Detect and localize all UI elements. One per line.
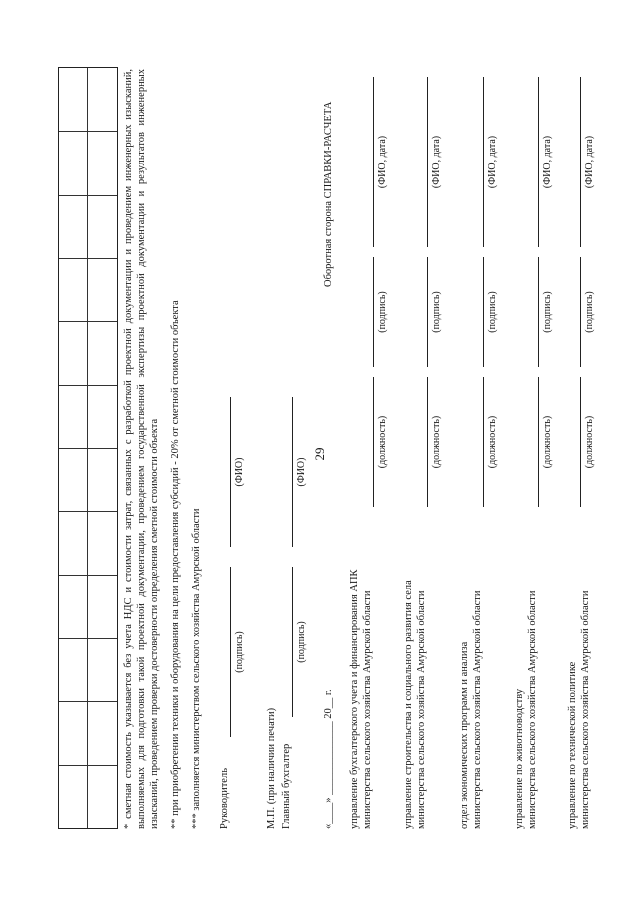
head-fio-line: [230, 397, 231, 547]
table-cell: [59, 195, 88, 258]
table-cell: [59, 575, 88, 638]
approval-dept-line2: министерства сельского хозяйства Амурской области: [362, 590, 373, 829]
accountant-fio-line: [292, 397, 293, 547]
table-cell: [59, 321, 88, 384]
position-line: [373, 377, 374, 507]
head-sign-caption: (подпись): [234, 631, 245, 673]
approval-dept-line2: министерства сельского хозяйства Амурской области: [527, 590, 538, 829]
table-cell: [88, 385, 117, 448]
head-sign-line: [230, 567, 231, 737]
position-line: [483, 377, 484, 507]
stamp-label: М.П. (при наличии печати): [266, 707, 277, 829]
table-cell: [59, 511, 88, 574]
approval-dept-line1: управление бухгалтерского учета и финансирования АПК: [349, 569, 360, 829]
table-cell: [59, 258, 88, 321]
sign-line: [427, 257, 428, 367]
table-cell: [59, 701, 88, 764]
sign-caption: (подпись): [431, 291, 442, 333]
table-cell: [88, 68, 117, 131]
position-caption: (должность): [487, 415, 498, 469]
accountant-label: Главный бухгалтер: [281, 743, 292, 829]
position-caption: (должность): [377, 415, 388, 469]
table-cell: [88, 321, 117, 384]
sign-caption: (подпись): [487, 291, 498, 333]
head-fio-caption: (ФИО): [234, 457, 245, 487]
table-cell: [88, 638, 117, 701]
fio-date-caption: (ФИО, дата): [584, 135, 595, 189]
sign-line: [580, 257, 581, 367]
accountant-sign-line: [292, 567, 293, 717]
table-cell: [59, 638, 88, 701]
fio-date-caption: (ФИО, дата): [377, 135, 388, 189]
fio-date-line: [373, 77, 374, 247]
table-cell: [88, 258, 117, 321]
position-line: [427, 377, 428, 507]
accountant-fio-caption: (ФИО): [296, 457, 307, 487]
sign-caption: (подпись): [542, 291, 553, 333]
data-table-fragment: [58, 67, 118, 829]
date-line: «____» ______________ 20__ г.: [323, 689, 334, 829]
sign-caption: (подпись): [584, 291, 595, 333]
table-cell: [88, 195, 117, 258]
reverse-side-title: Оборотная сторона СПРАВКИ-РАСЧЕТА: [323, 101, 334, 287]
rotated-sheet: [40, 57, 600, 847]
sign-line: [483, 257, 484, 367]
approval-dept-line2: министерства сельского хозяйства Амурской области: [580, 590, 591, 829]
sign-line: [538, 257, 539, 367]
approval-dept-line1: управление строительства и социального развития села: [403, 580, 414, 829]
fio-date-caption: (ФИО, дата): [431, 135, 442, 189]
fio-date-line: [483, 77, 484, 247]
footnote-3: *** заполняется министерством сельского хозяйства Амурской области: [191, 508, 202, 829]
accountant-sign-caption: (подпись): [296, 621, 307, 663]
approval-dept-line2: министерства сельского хозяйства Амурской области: [416, 590, 427, 829]
table-cell: [59, 131, 88, 194]
fio-date-caption: (ФИО, дата): [487, 135, 498, 189]
sign-line: [373, 257, 374, 367]
fio-date-line: [427, 77, 428, 247]
sign-caption: (подпись): [377, 291, 388, 333]
footnotes: [122, 69, 211, 829]
table-cell: [59, 68, 88, 131]
position-line: [538, 377, 539, 507]
table-cell: [59, 448, 88, 511]
fio-date-line: [580, 77, 581, 247]
fio-date-line: [538, 77, 539, 247]
approval-dept-line1: управление по технической политике: [567, 661, 578, 829]
table-cell: [59, 765, 88, 828]
footnote-1: * сметная стоимость указывается без учета НДС и стоимости затрат, связанных с разработкой проектной документации и проведением инженерных изысканий, выполняемых для подготовки такой проектной документации, проведением государственной экспертизы проектной документации и результатов инженерных изысканий, проведением проверки достоверности определения сметной стоимости объекта: [123, 69, 160, 829]
table-cell: [88, 575, 117, 638]
table-cell: [59, 385, 88, 448]
fio-date-caption: (ФИО, дата): [542, 135, 553, 189]
table-cell: [88, 448, 117, 511]
position-caption: (должность): [542, 415, 553, 469]
head-label: Руководитель: [219, 768, 230, 829]
approval-dept-line1: отдел экономических программ и анализа: [459, 641, 470, 829]
table-cell: [88, 701, 117, 764]
position-caption: (должность): [431, 415, 442, 469]
approval-dept-line1: управление по животноводству: [514, 688, 525, 829]
approval-dept-line2: министерства сельского хозяйства Амурской области: [472, 590, 483, 829]
table-cell: [88, 131, 117, 194]
footnote-2: ** при приобретении техники и оборудования на цели предоставления субсидий - 20% от сметной стоимости объекта: [170, 300, 181, 829]
table-cell: [88, 511, 117, 574]
position-line: [580, 377, 581, 507]
page-number: 29: [312, 447, 327, 461]
table-cell: [88, 765, 117, 828]
position-caption: (должность): [584, 415, 595, 469]
